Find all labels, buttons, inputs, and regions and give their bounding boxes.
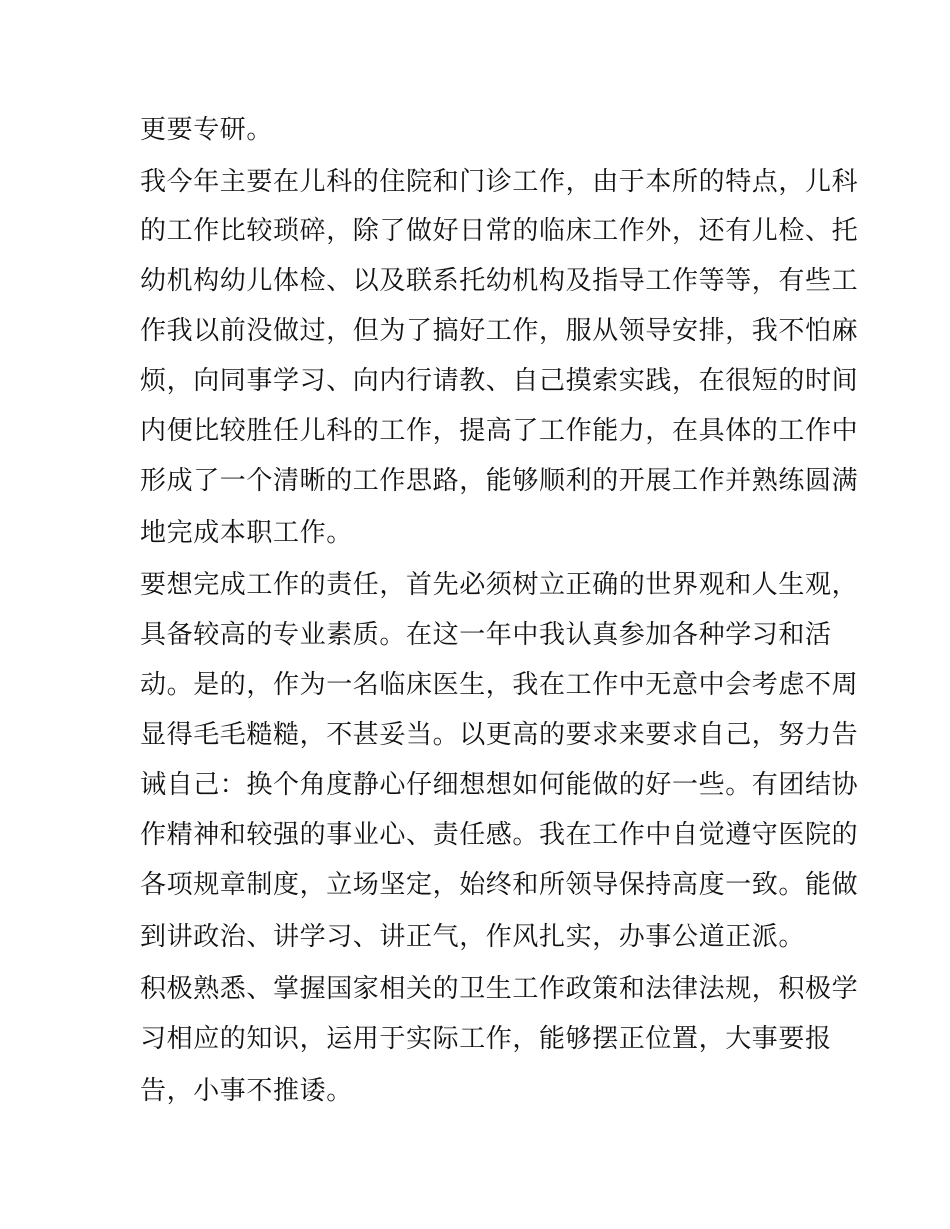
text-line: 幼机构幼儿体检、以及联系托幼机构及指导工作等等，有些工 [140, 266, 859, 296]
text-line: 告，小事不推诿。 [140, 1076, 353, 1106]
text-line: 积极熟悉、掌握国家相关的卫生工作政策和法律法规，积极学 [140, 974, 859, 1004]
text-line: 我今年主要在儿科的住院和门诊工作，由于本所的特点，儿科 [140, 167, 859, 197]
text-line: 作精神和较强的事业心、责任感。我在工作中自觉遵守医院的 [140, 820, 859, 850]
text-line: 各项规章制度，立场坚定，始终和所领导保持高度一致。能做 [140, 870, 859, 900]
text-line: 内便比较胜任儿科的工作，提高了工作能力，在具体的工作中 [140, 416, 859, 446]
text-line: 具备较高的专业素质。在这一年中我认真参加各种学习和活 [140, 620, 832, 650]
text-line: 更要专研。 [140, 115, 274, 145]
text-line: 作我以前没做过，但为了搞好工作，服从领导安排，我不怕麻 [140, 316, 859, 346]
text-line: 动。是的，作为一名临床医生，我在工作中无意中会考虑不周 [140, 670, 859, 700]
text-line: 形成了一个清晰的工作思路，能够顺利的开展工作并熟练圆满 [140, 466, 859, 496]
text-line: 要想完成工作的责任，首先必须树立正确的世界观和人生观， [140, 570, 859, 600]
text-line: 的工作比较琐碎，除了做好日常的临床工作外，还有儿检、托 [140, 216, 859, 246]
text-line: 烦，向同事学习、向内行请教、自己摸索实践，在很短的时间 [140, 366, 859, 396]
text-line: 诫自己：换个角度静心仔细想想如何能做的好一些。有团结协 [140, 770, 859, 800]
text-line: 地完成本职工作。 [140, 518, 353, 548]
text-line: 习相应的知识，运用于实际工作，能够摆正位置，大事要报 [140, 1024, 832, 1054]
text-line: 到讲政治、讲学习、讲正气，作风扎实，办事公道正派。 [140, 922, 806, 952]
text-line: 显得毛毛糙糙，不甚妥当。以更高的要求来要求自己，努力告 [140, 720, 859, 750]
